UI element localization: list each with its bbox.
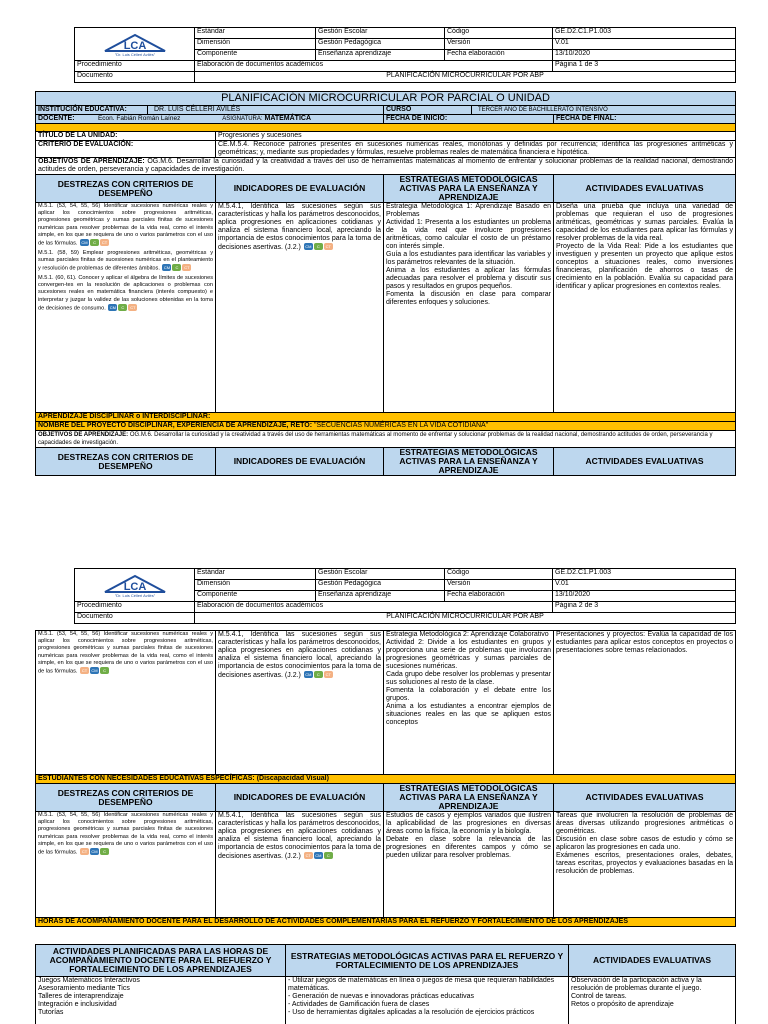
destrezas-cell: M.5.1. (53, 54, 55, 56) Identificar sucesiones numéricas reales y aplicar los conocimientos sobre progresiones aritméticas, progresiones geométricas y sumas parciales finitas de sucesiones numéricas para resolver problemas de la vida real, como el interés simple, en los que se requiera de uno o varios parámetros con el uso de las fórmulas. CT CM C bbox=[36, 812, 216, 918]
header-fecha-value: 13/10/2020 bbox=[553, 50, 736, 61]
svg-text:"Dr. Luis Célleri Avilés": "Dr. Luis Célleri Avilés" bbox=[114, 52, 155, 57]
horas-estrategias-cell: - Utilizar juegos de matemáticas en línea o juegos de mesa que requieran habilidades matemáticas. - Generación de nuevas e innovadoras prácticas educativas - Actividades de Gamificación fuera de clases - Uso de herramientas digitales aplicadas a la resolución de ejercicios prácticos bbox=[286, 977, 569, 1024]
col-indicadores-header: INDICADORES DE EVALUACIÓN bbox=[216, 784, 384, 812]
col-indicadores-header: INDICADORES DE EVALUACIÓN bbox=[216, 175, 384, 203]
cc-icon: C bbox=[324, 852, 333, 859]
cm-icon: CM bbox=[109, 304, 116, 310]
header-version-value: V.01 bbox=[553, 39, 736, 50]
criterio-label: CRITERIO DE EVALUACIÓN: bbox=[36, 141, 216, 158]
col-indicadores-header: INDICADORES DE EVALUACIÓN bbox=[216, 448, 384, 476]
fecha-final-label: FECHA DE FINAL: bbox=[554, 115, 736, 124]
plan-table-p2 bbox=[35, 630, 736, 927]
horas-actividades-cell: Juegos Matemáticos Interactivos Asesoramiento mediante Tics Talleres de interaprendizaje Integración e inclusividad Tutorías bbox=[36, 977, 286, 1024]
col-actividades-header: ACTIVIDADES EVALUATIVAS bbox=[554, 175, 736, 203]
ct-icon: CT bbox=[305, 853, 311, 858]
page-number: Página 1 de 3 bbox=[553, 61, 736, 72]
procedimiento-label: Procedimiento bbox=[75, 602, 195, 613]
horas-label: HORAS DE ACOMPAÑAMIENTO DOCENTE PARA EL DESARROLLO DE ACTIVIDADES COMPLEMENTARIAS PARA EL REFUERZO Y FORTALECIMIENTO DE LOS APRENDIZAJES bbox=[36, 918, 736, 927]
competency-icons bbox=[161, 264, 191, 272]
asignatura-label: ASIGNATURA: bbox=[222, 116, 263, 122]
interdisciplinar-label: APRENDIZAJE DISCIPLINAR o INTERDISCIPLINAR: bbox=[36, 413, 736, 422]
cc-icon: C bbox=[100, 848, 109, 855]
nee-label: ESTUDIANTES CON NECESIDADES EDUCATIVAS ESPECÍFICAS: (Discapacidad Visual) bbox=[36, 775, 736, 784]
institucion-value: DR. LUIS CÉLLERI AVILÉS bbox=[153, 106, 241, 113]
competency-icons bbox=[79, 239, 109, 247]
proyecto-label: NOMBRE DEL PROYECTO DISCIPLINAR, EXPERIENCIA DE APRENDIZAJE, RETO: bbox=[38, 422, 313, 429]
destrezas-cell bbox=[36, 203, 216, 413]
col-destrezas-header: DESTREZAS CON CRITERIOS DE DESEMPEÑO bbox=[36, 784, 216, 812]
header-codigo-label: Código bbox=[445, 569, 553, 580]
page-number: Página 2 de 3 bbox=[553, 602, 736, 613]
header-estandar-value: Gestión Escolar bbox=[316, 569, 445, 580]
header-dimension-label: Dimensión bbox=[195, 39, 316, 50]
plan-title: PLANIFICACIÓN MICROCURRICULAR POR PARCIAL O UNIDAD bbox=[36, 92, 736, 106]
competency-icons bbox=[79, 848, 109, 856]
cm-icon: CM bbox=[305, 672, 312, 677]
criterio-value: CE.M.5.4. Reconoce patrones presentes en sucesiones numéricas reales, monótonas y definidas por recurrencia; identifica las progresiones aritméticas y geométricas; y, mediante sus propiedades y fórmulas, resuelve problemas reales de matemática financiera e hipotética. bbox=[216, 141, 736, 158]
cc-icon: C bbox=[100, 667, 109, 674]
cc-icon: C bbox=[314, 243, 323, 250]
header-codigo-label: Código bbox=[445, 28, 553, 39]
procedimiento-value: Elaboración de documentos académicos bbox=[195, 602, 553, 613]
documento-label: Documento bbox=[75, 72, 195, 83]
horas-col3-header: ACTIVIDADES EVALUATIVAS bbox=[569, 945, 736, 977]
header-componente-value: Enseñanza aprendizaje bbox=[316, 591, 445, 602]
cm-icon: CM bbox=[91, 849, 98, 855]
destreza-item: M.5.1. (60, 61). Conocer y aplicar el álgebra de límites de sucesiones convergen-tes en la resolución de aplicaciones o problemas con sucesiones reales en matemática financiera (interés compuesto) e interpretar y juzgar la validez de las soluciones obtenidas en la toma de decisiones de consumo. CM C CT bbox=[38, 275, 213, 312]
header-dimension-label: Dimensión bbox=[195, 580, 316, 591]
header-dimension-value: Gestión Pedagógica bbox=[316, 39, 445, 50]
actividad-cell: Tareas que involucren la resolución de problemas de áreas diversas utilizando progresiones aritméticas o geométricas. Discusión en clase sobre casos de estudio y cómo se aplicaron las progresiones en cada uno. Exámenes escritos, presentaciones orales, debates, tareas escritas, proyectos y evaluaciones basadas en la resolución de problemas. bbox=[554, 812, 736, 918]
objetivos-value: OG.M.6. Desarrollar la curiosidad y la creatividad a través del uso de herramientas matemáticas al momento de enfrentar y solucionar problemas de la realidad nacional, demostrando actitudes de orden, perseverancia y capacidades de investigación. bbox=[38, 158, 734, 173]
col-actividades-header: ACTIVIDADES EVALUATIVAS bbox=[554, 784, 736, 812]
col-estrategias-header: ESTRATEGIAS METODOLÓGICAS ACTIVAS PARA LA ENSEÑANZA Y APRENDIZAJE bbox=[384, 448, 554, 476]
competency-icons bbox=[79, 667, 109, 675]
ct-icon: CT bbox=[81, 849, 88, 855]
estrategia-cell: Estrategia Metodológica 2: Aprendizaje Colaborativo Actividad 2: Divide a los estudiantes en grupos y proporciona una serie de problemas que involucran progresiones geométricas y sumas parciales de sucesiones numéricas. Cada grupo debe resolver los problemas y presentar sus soluciones al resto de la clase. Fomenta la colaboración y el debate entre los grupos. Anima a los estudiantes a encontrar ejemplos de situaciones reales en las que se apliquen estos conceptos bbox=[384, 631, 554, 775]
header-componente-value: Enseñanza aprendizaje bbox=[316, 50, 445, 61]
cc-icon: C bbox=[172, 264, 181, 271]
destrezas-cell: M.5.1. (53, 54, 55, 56) Identificar sucesiones numéricas reales y aplicar los conocimientos sobre progresiones aritméticas, progresiones geométricas y sumas parciales finitas de sucesiones numéricas para resolver problemas de la vida real, como el interés simple, en los que se requiera de uno o varios parámetros con el uso de las fórmulas. CT CM C bbox=[36, 631, 216, 775]
logo-cell bbox=[75, 28, 195, 61]
header-fecha-label: Fecha elaboración bbox=[445, 591, 553, 602]
cm-icon: CM bbox=[305, 244, 312, 249]
fecha-inicio-label: FECHA DE INICIO: bbox=[384, 115, 554, 124]
col-estrategias-header: ESTRATEGIAS METODOLÓGICAS ACTIVAS PARA LA ENSEÑANZA Y APRENDIZAJE bbox=[384, 784, 554, 812]
competency-icons bbox=[107, 304, 137, 312]
cc-icon: C bbox=[314, 671, 323, 678]
cm-icon: CM bbox=[315, 853, 322, 858]
curso-value: TERCER AÑO DE BACHILLERATO INTENSIVO bbox=[477, 107, 608, 113]
ct-icon: CT bbox=[325, 244, 331, 249]
horas-evaluativas-cell: Observación de la participación activa y la resolución de problemas durante el juego. Control de tareas. Retos o propósito de aprendizaje bbox=[569, 977, 736, 1024]
document-header-p1 bbox=[74, 27, 736, 83]
logo-cell bbox=[75, 569, 195, 602]
svg-text:LCA: LCA bbox=[123, 40, 146, 52]
header-codigo-value: GE.D2.C1.P1.003 bbox=[553, 28, 736, 39]
procedimiento-label: Procedimiento bbox=[75, 61, 195, 72]
header-componente-label: Componente bbox=[195, 591, 316, 602]
ct-icon: CT bbox=[101, 240, 108, 246]
objetivos-label: OBJETIVOS DE APRENDIZAJE: bbox=[38, 158, 145, 165]
docente-label: DOCENTE: bbox=[38, 115, 75, 122]
institucion-label: INSTITUCIÓN EDUCATIVA: bbox=[36, 106, 148, 114]
header-version-label: Versión bbox=[445, 39, 553, 50]
estrategia-cell: Estrategia Metodológica 1: Aprendizaje Basado en Problemas Actividad 1: Presenta a los estudiantes un problema de la vida real que involucre progresiones aritméticas, como calcular el costo de un préstamo con interés simple. Guía a los estudiantes para identificar las variables y los parámetros relevantes de la situación. Anima a los estudiantes a aplicar las fórmulas adecuadas para resolver el problema y discutir sus pasos y resultados en grupos pequeños. Fomenta la discusión en clase para comparar diferentes enfoques y soluciones. bbox=[384, 203, 554, 413]
cc-icon: C bbox=[90, 239, 99, 246]
documento-label: Documento bbox=[75, 613, 195, 624]
docente-value: Econ. Fabián Román Laínez bbox=[97, 115, 181, 122]
ct-icon: CT bbox=[325, 672, 331, 677]
horas-col1-header: ACTIVIDADES PLANIFICADAS PARA LAS HORAS DE ACOMPAÑAMIENTO DOCENTE PARA EL REFUERZO Y FORTALECIMIENTO DE LOS APRENDIZAJES bbox=[36, 945, 286, 977]
institution-logo-icon bbox=[100, 572, 170, 598]
documento-value: PLANIFICACIÓN MICROCURRICULAR POR ABP bbox=[195, 72, 736, 83]
svg-text:"Dr. Luis Célleri Avilés": "Dr. Luis Célleri Avilés" bbox=[114, 593, 155, 598]
institution-logo-icon bbox=[100, 31, 170, 57]
col-destrezas-header: DESTREZAS CON CRITERIOS DE DESEMPEÑO bbox=[36, 175, 216, 203]
actividad-cell: Diseña una prueba que incluya una variedad de problemas que requieran el uso de progresiones aritméticas, geométricas y sumas parciales. Evalúa la capacidad de los estudiantes para aplicar las fórmulas y resolver problemas de la vida real. Proyecto de la Vida Real: Pide a los estudiantes que investiguen y presenten un proyecto que aplique estos conceptos a situaciones reales, como inversiones financieras, planificación de ahorros o tasas de crecimiento en la población. Evalúa su capacidad para identificar y aplicar progresiones en contextos reales. bbox=[554, 203, 736, 413]
objetivos-2-label: OBJETIVOS DE APRENDIZAJE: bbox=[38, 432, 129, 438]
competency-icons bbox=[303, 671, 333, 679]
header-estandar-value: Gestión Escolar bbox=[316, 28, 445, 39]
header-fecha-label: Fecha elaboración bbox=[445, 50, 553, 61]
curso-label: CURSO bbox=[384, 106, 472, 114]
proyecto-value: "SECUENCIAS NUMÉRICAS EN LA VIDA COTIDIANA" bbox=[314, 422, 489, 429]
estrategia-cell: Estudios de casos y ejemplos variados que ilustren la aplicabilidad de las progresiones en diversas áreas como la física, la economía y la biología. Debate en clase sobre la relevancia de las progresiones en diferentes campos y cómo se pueden utilizar para resolver problemas. bbox=[384, 812, 554, 918]
col-destrezas-header: DESTREZAS CON CRITERIOS DE DESEMPEÑO bbox=[36, 448, 216, 476]
competency-icons bbox=[303, 243, 333, 251]
plan-table-p1 bbox=[35, 91, 736, 476]
header-fecha-value: 13/10/2020 bbox=[553, 591, 736, 602]
cm-icon: CM bbox=[163, 265, 171, 271]
asignatura-value: MATEMÁTICA bbox=[264, 115, 312, 122]
procedimiento-value: Elaboración de documentos académicos bbox=[195, 61, 553, 72]
competency-icons bbox=[303, 852, 333, 860]
header-codigo-value: GE.D2.C1.P1.003 bbox=[553, 569, 736, 580]
titulo-unidad-label: TÍTULO DE LA UNIDAD: bbox=[36, 132, 216, 141]
svg-text:LCA: LCA bbox=[123, 581, 146, 593]
header-estandar-label: Estándar bbox=[195, 569, 316, 580]
destreza-item: M.5.1. (53, 54, 55, 56) Identificar sucesiones numéricas reales y aplicar los conocimientos sobre progresiones aritméticas, progresiones geométricas y sumas parciales finitas de sucesiones numéricas para resolver problemas de la vida real, como el interés simple, en los que se requiera de uno o varios parámetros con el uso de las fórmulas. CM C CT bbox=[38, 203, 213, 247]
header-version-value: V.01 bbox=[553, 580, 736, 591]
actividad-cell: Presentaciones y proyectos: Evalúa la capacidad de los estudiantes para aplicar estos conceptos en proyectos o presentaciones sobre temas relacionados. bbox=[554, 631, 736, 775]
header-version-label: Versión bbox=[445, 580, 553, 591]
horas-col2-header: ESTRATEGIAS METODOLÓGICAS ACTIVAS PARA EL REFUERZO Y FORTALECIMIENTO DE LOS APRENDIZAJES bbox=[286, 945, 569, 977]
header-componente-label: Componente bbox=[195, 50, 316, 61]
horas-table bbox=[35, 944, 736, 1024]
cm-icon: CM bbox=[91, 668, 98, 674]
indicador-cell: M.5.4.1, Identifica las sucesiones según sus características y halla los parámetros desconocidos, aplica progresiones en aplicaciones cotidianas y analiza el sistema financiero local, apreciando la importancia de estos conocimientos para la toma de decisiones asertivas. (J.2.) CM C CT bbox=[216, 203, 384, 413]
indicador-cell: M.5.4.1, Identifica las sucesiones según sus características y halla los parámetros desconocidos, aplica progresiones en aplicaciones cotidianas y analiza el sistema financiero local, apreciando la importancia de estos conocimientos para la toma de decisiones asertivas. (J.2.) CM C CT bbox=[216, 631, 384, 775]
ct-icon: CT bbox=[130, 304, 136, 310]
titulo-unidad-value: Progresiones y sucesiones bbox=[216, 132, 736, 141]
header-estandar-label: Estándar bbox=[195, 28, 316, 39]
col-actividades-header: ACTIVIDADES EVALUATIVAS bbox=[554, 448, 736, 476]
objetivos-2-value: OG.M.6. Desarrollar la curiosidad y la creatividad a través del uso de herramientas matemáticas al momento de enfrentar y solucionar problemas de la realidad nacional, demostrando actitudes de orden, perseverancia y capacidades de investigación. bbox=[38, 432, 713, 446]
col-estrategias-header: ESTRATEGIAS METODOLÓGICAS ACTIVAS PARA LA ENSEÑANZA Y APRENDIZAJE bbox=[384, 175, 554, 203]
indicador-cell: M.5.4.1, Identifica las sucesiones según sus características y halla los parámetros desconocidos, aplica progresiones en aplicaciones cotidianas y analiza el sistema financiero local, apreciando la importancia de estos conocimientos para la toma de decisiones asertivas. (J.2.) CT CM C bbox=[216, 812, 384, 918]
ct-icon: CT bbox=[184, 265, 190, 271]
documento-value: PLANIFICACIÓN MICROCURRICULAR POR ABP bbox=[195, 613, 736, 624]
yellow-spacer bbox=[36, 124, 736, 132]
cc-icon: C bbox=[118, 304, 127, 311]
header-dimension-value: Gestión Pedagógica bbox=[316, 580, 445, 591]
document-header-p2 bbox=[74, 568, 736, 624]
destreza-item: M.5.1. (58, 59) Emplear progresiones aritméticas, geométricas y sumas parciales finitas de sucesiones numéricas en el planteamiento y resolución de problemas de diferentes ámbitos. CM C CT bbox=[38, 249, 213, 272]
cm-icon: CM bbox=[81, 240, 88, 246]
ct-icon: CT bbox=[81, 668, 88, 674]
